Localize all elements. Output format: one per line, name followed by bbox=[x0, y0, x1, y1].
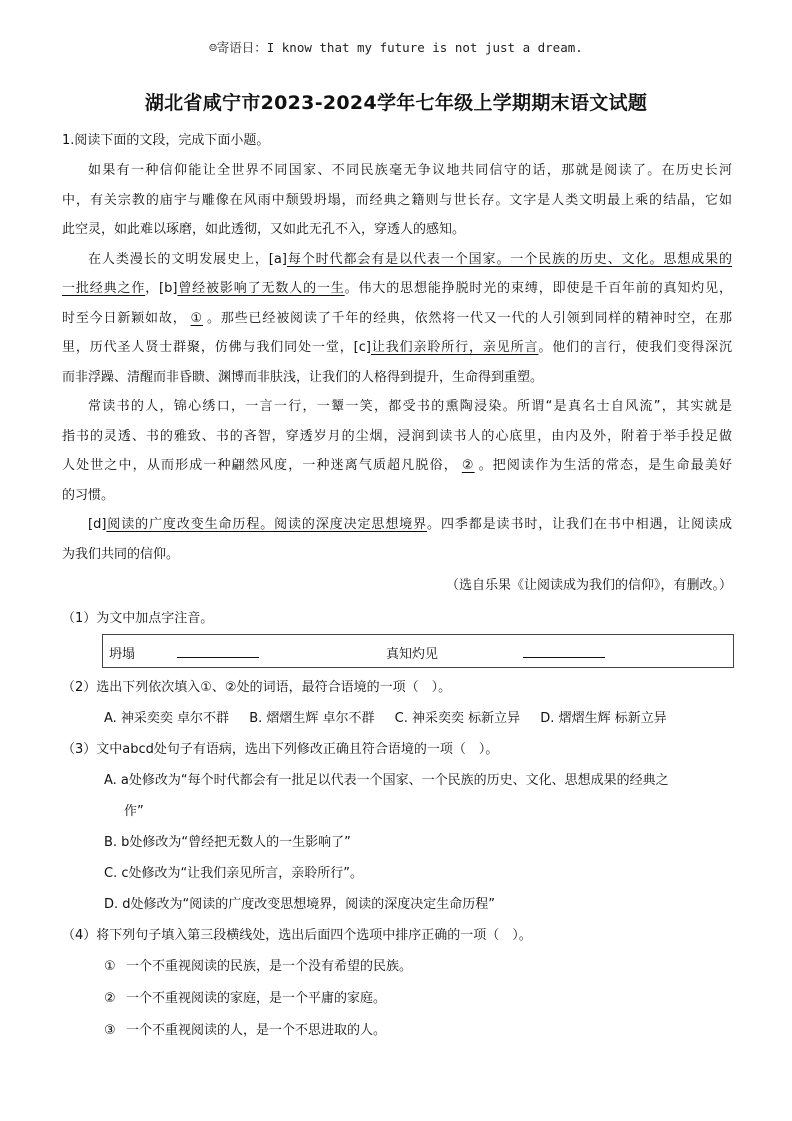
option-a[interactable]: A. a处修改为“每个时代都会有一批足以代表一个国家、一个民族的历史、文化、思想成果的经典之 bbox=[104, 773, 669, 788]
passage-line: 如果有一种信仰能让全世界不同国家、不同民族毫无争议地共同信守的话，那就是阅读了。在历史长河 bbox=[88, 163, 732, 178]
text-span: 里，历代圣人贤士群聚，仿佛与我们同处一堂，[c] bbox=[62, 340, 371, 355]
text-span: 。伟大的思想能挣脱时光的束缚，即使是千百年前的真知灼见， bbox=[344, 281, 732, 296]
page-title: 湖北省咸宁市2023-2024学年七年级上学期期末语文试题 bbox=[144, 92, 648, 114]
option-d[interactable]: D. d处修改为“阅读的广度改变思想境界，阅读的深度决定生命历程” bbox=[104, 897, 495, 912]
option-c[interactable]: C. c处修改为“让我们亲见所言，亲聆所行”。 bbox=[104, 866, 363, 881]
pinyin-blank-2[interactable] bbox=[523, 657, 605, 658]
item-text: 一个不重视阅读的家庭，是一个平庸的家庭。 bbox=[126, 991, 387, 1006]
option-b[interactable]: B. 熠熠生辉 卓尔不群 bbox=[249, 711, 375, 726]
pinyin-word-2: 真知灼见 bbox=[386, 647, 439, 662]
passage-line: 指书的灵透、书的雅致、书的吝智，穿透岁月的尘烟，浸润到读书人的心底里，由内及外，附着于举手投足做 bbox=[62, 428, 732, 444]
underlined-sentence-a: 每个时代都会有是以代表一个国家。一个民族的历史、文化。思想成果的 bbox=[286, 251, 732, 267]
subquestion-2-options bbox=[62, 703, 732, 734]
passage-line bbox=[62, 274, 732, 304]
item-number: ③ bbox=[104, 1023, 116, 1038]
motto-line: ☺寄语日：I know that my future is not just a dream. bbox=[209, 40, 583, 55]
exam-content bbox=[62, 126, 732, 1047]
text-span: 。他们的言行，使我们变得深沉 bbox=[538, 340, 732, 355]
blank-2: ② bbox=[461, 458, 475, 473]
blank-1: ① bbox=[190, 310, 204, 326]
item-text: 一个不重视阅读的人，是一个不思进取的人。 bbox=[126, 1023, 387, 1038]
passage-line: 的习惯。 bbox=[62, 487, 115, 503]
subquestion-4-label: （4）将下列句子填入第三段横线处，选出后面四个选项中排序正确的一项（ ）。 bbox=[62, 928, 532, 943]
underlined-sentence-b: 曾经被影响了无数人的一生 bbox=[177, 281, 345, 296]
text-span: 时至今日新颖如故， bbox=[62, 310, 187, 326]
option-c[interactable]: C. 神采奕奕 标新立异 bbox=[394, 711, 521, 726]
passage-line bbox=[62, 245, 732, 275]
text-span: 。四季都是读书时，让我们在书中相遇，让阅读成 bbox=[427, 517, 732, 532]
text-span: 。那些已经被阅读了千年的经典，依然将一代又一代的人引领到同样的精神时空，在那 bbox=[207, 310, 732, 326]
text-span: [d] bbox=[88, 517, 107, 532]
option-d[interactable]: D. 熠熠生辉 标新立异 bbox=[540, 711, 667, 726]
text-span: 人处世之中，从而形成一种翩然风度，一种迷离气质超凡脱俗， bbox=[62, 458, 458, 473]
text-span: 在人类漫长的文明发展史上，[a] bbox=[88, 251, 287, 267]
underlined-sentence-d: 阅读的广度改变生命历程。阅读的深度决定思想境界 bbox=[106, 517, 428, 532]
pinyin-answer-box bbox=[102, 634, 734, 668]
option-a-cont: 作” bbox=[124, 804, 144, 819]
pinyin-blank-1[interactable] bbox=[177, 657, 259, 658]
underlined-sentence-a-cont: 一批经典之作 bbox=[62, 281, 146, 296]
subquestion-1-label: （1）为文中加点字注音。 bbox=[62, 611, 214, 626]
underlined-sentence-c: 让我们亲聆所行，亲见所言 bbox=[370, 340, 539, 355]
passage-line: 为我们共同的信仰。 bbox=[62, 546, 180, 562]
subquestion-3-label: （3）文中abcd处句子有语病，选出下列修改正确且符合语境的一项（ ）。 bbox=[62, 742, 499, 757]
passage-line bbox=[62, 304, 732, 334]
passage-source: （选自乐果《让阅读成为我们的信仰》，有删改。） bbox=[445, 578, 732, 593]
item-number: ① bbox=[104, 959, 116, 974]
item-text: 一个不重视阅读的民族，是一个没有希望的民族。 bbox=[126, 959, 413, 974]
option-b[interactable]: B. b处修改为“曾经把无数人的一生影响了” bbox=[104, 835, 351, 850]
passage-paragraph-4 bbox=[62, 510, 732, 569]
sentence-item bbox=[62, 1015, 732, 1047]
text-span: ，[b] bbox=[145, 281, 178, 296]
passage-paragraph-1 bbox=[62, 156, 732, 245]
passage-line: 中，有关宗教的庙宇与雕像在风雨中颓毁坍塌，而经典之籍则与世长存。文字是人类文明最上乘的结晶，它如 bbox=[62, 192, 732, 208]
sentence-item bbox=[62, 951, 732, 983]
pinyin-word-1: 坍塌 bbox=[109, 647, 136, 662]
sentence-item bbox=[62, 983, 732, 1015]
passage-line: 而非浮躁、清醒而非昏瞆、渊博而非肤浅，让我们的人格得到提升，生命得到重塑。 bbox=[62, 369, 544, 385]
passage-line bbox=[62, 510, 732, 540]
passage-line bbox=[62, 451, 732, 481]
question-prompt: 1.阅读下面的文段，完成下面小题。 bbox=[62, 133, 270, 148]
passage-paragraph-3 bbox=[62, 392, 732, 510]
subquestion-2-label: （2）选出下列依次填入①、②处的词语，最符合语境的一项（ ）。 bbox=[62, 680, 452, 695]
passage-line bbox=[62, 333, 732, 363]
passage-line: 此空灵，如此难以琢磨，如此透彻，又如此无孔不入，穿透人的感知。 bbox=[62, 222, 466, 237]
text-span: 。把阅读作为生活的常态，是生命最美好 bbox=[478, 458, 732, 473]
option-a[interactable]: A. 神采奕奕 卓尔不群 bbox=[104, 711, 230, 726]
passage-paragraph-2 bbox=[62, 245, 732, 393]
passage-line: 常读书的人，锦心绣口，一言一行，一颦一笑，都受书的熏陶浸染。所谓“是真名士自风流”，其实就是 bbox=[88, 399, 732, 414]
item-number: ② bbox=[104, 991, 116, 1006]
